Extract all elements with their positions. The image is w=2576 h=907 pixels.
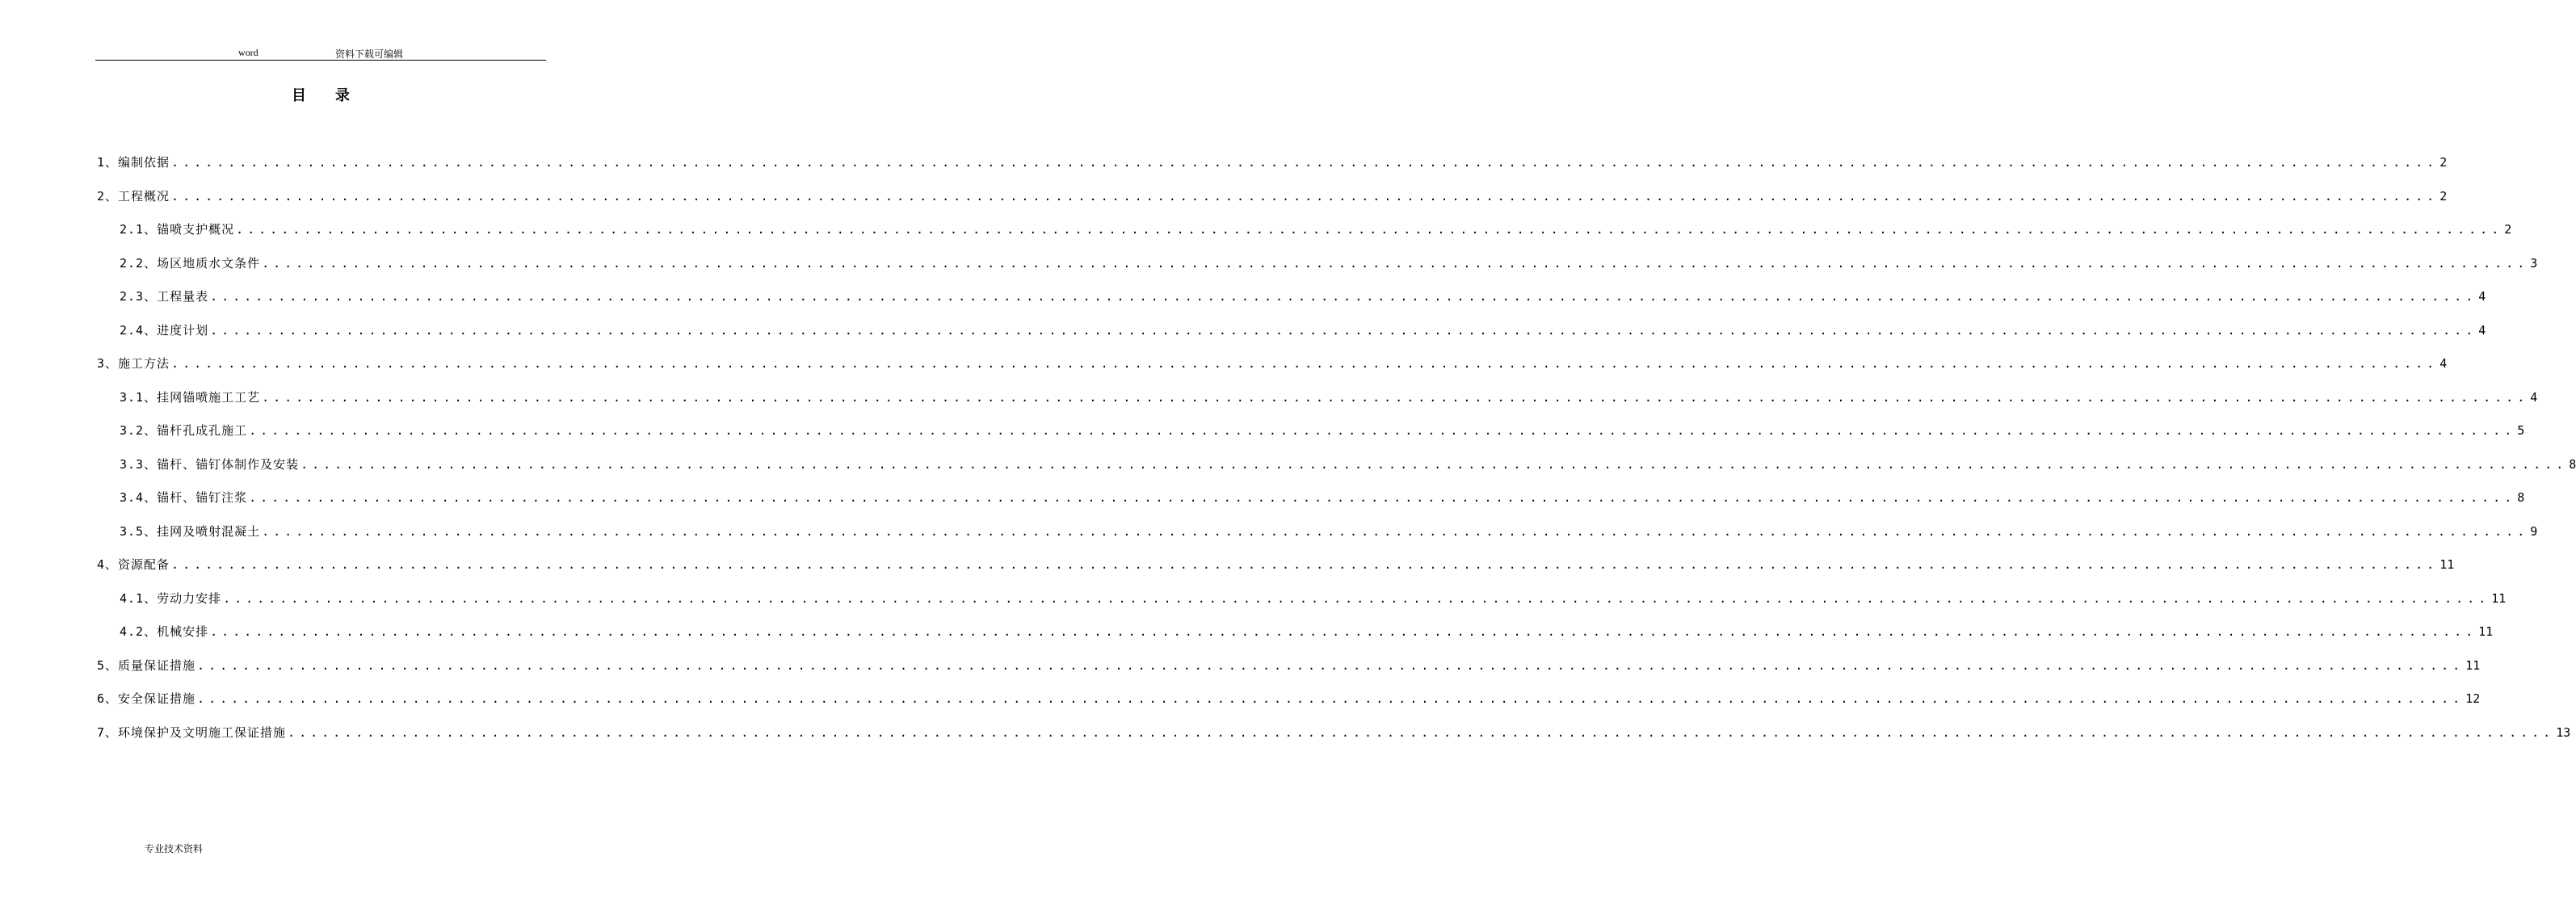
toc-entry-label: 2.2、场区地质水文条件	[120, 255, 261, 271]
toc-entry-page-number: 13	[2556, 724, 2571, 740]
toc-entry-page-number: 8	[2569, 456, 2576, 472]
toc-dot-leader: ........................................................................................................................................................................................................	[171, 188, 2439, 204]
toc-entry-page-number: 2	[2504, 222, 2512, 237]
toc-dot-leader: ........................................................................................................................................................................................................	[249, 490, 2516, 505]
toc-entry[interactable]	[97, 724, 2571, 741]
toc-entry-label: 2.3、工程量表	[120, 289, 209, 304]
toc-entry[interactable]	[120, 288, 2486, 305]
toc-entry-label: 3.2、锚杆孔成孔施工	[120, 423, 248, 438]
toc-dot-leader: ........................................................................................................................................................................................................	[171, 557, 2439, 572]
toc-entry[interactable]	[97, 153, 2448, 171]
toc-entry-page-number: 2	[2439, 188, 2448, 204]
toc-entry-page-number: 4	[2439, 356, 2448, 371]
toc-dot-leader: ........................................................................................................................................................................................................	[236, 222, 2503, 237]
toc-entry-page-number: 11	[2439, 557, 2455, 572]
toc-dot-leader: ........................................................................................................................................................................................................	[210, 624, 2477, 639]
toc-entry[interactable]	[120, 254, 2538, 272]
header-left-text: word	[238, 47, 258, 58]
toc-entry-page-number: 2	[2439, 155, 2448, 170]
toc-dot-leader: ........................................................................................................................................................................................................	[288, 724, 2555, 740]
toc-entry-label: 3.5、挂网及喷射混凝土	[120, 523, 261, 539]
toc-entry[interactable]	[120, 523, 2538, 540]
toc-entry-label: 3、施工方法	[97, 356, 170, 371]
header-right-text: 资料下载可编辑	[335, 48, 404, 60]
toc-entry-page-number: 4	[2478, 289, 2486, 304]
toc-dot-leader: ........................................................................................................................................................................................................	[262, 255, 2529, 271]
toc-entry-page-number: 11	[2491, 590, 2507, 606]
toc-entry-label: 5、质量保证措施	[97, 657, 196, 673]
toc-dot-leader: ........................................................................................................................................................................................................	[210, 289, 2477, 304]
toc-entry-page-number: 8	[2517, 490, 2525, 505]
toc-entry-label: 2、工程概况	[97, 188, 170, 204]
toc-entry-page-number: 11	[2465, 657, 2481, 673]
toc-entry-page-number: 9	[2530, 523, 2538, 539]
toc-entry-label: 3.4、锚杆、锚钉注浆	[120, 490, 248, 505]
toc-dot-leader: ........................................................................................................................................................................................................	[300, 456, 2568, 472]
toc-entry-label: 4.2、机械安排	[120, 624, 209, 639]
toc-entry-label: 7、环境保护及文明施工保证措施	[97, 724, 287, 740]
toc-dot-leader: ........................................................................................................................................................................................................	[262, 389, 2529, 405]
toc-entry[interactable]	[120, 220, 2512, 238]
toc-entry[interactable]	[97, 556, 2455, 573]
toc-dot-leader: ........................................................................................................................................................................................................	[249, 423, 2516, 438]
toc-entry[interactable]	[97, 690, 2481, 708]
toc-entry-label: 2.4、进度计划	[120, 322, 209, 338]
toc-entry-page-number: 5	[2517, 423, 2525, 438]
toc-dot-leader: ........................................................................................................................................................................................................	[197, 691, 2465, 706]
toc-dot-leader: ........................................................................................................................................................................................................	[223, 590, 2490, 606]
toc-entry-label: 3.1、挂网锚喷施工工艺	[120, 389, 261, 405]
toc-dot-leader: ........................................................................................................................................................................................................	[197, 657, 2465, 673]
toc-entry-label: 6、安全保证措施	[97, 691, 196, 706]
toc-entry-label: 2.1、锚喷支护概况	[120, 222, 235, 237]
toc-entry[interactable]	[120, 590, 2507, 607]
toc-entry[interactable]	[120, 489, 2525, 506]
toc-entry-page-number: 11	[2478, 624, 2494, 639]
toc-entry-label: 3.3、锚杆、锚钉体制作及安装	[120, 456, 300, 472]
page-header	[95, 42, 546, 61]
toc-entry[interactable]	[120, 623, 2494, 640]
toc-entry[interactable]	[120, 456, 2576, 473]
toc-dot-leader: ........................................................................................................................................................................................................	[210, 322, 2477, 338]
toc-entry-page-number: 12	[2465, 691, 2481, 706]
toc-entry[interactable]	[97, 187, 2448, 205]
toc-entry-page-number: 3	[2530, 255, 2538, 271]
toc-dot-leader: ........................................................................................................................................................................................................	[262, 523, 2529, 539]
toc-entry-page-number: 4	[2530, 389, 2538, 405]
toc-entry-label: 4、资源配备	[97, 557, 170, 572]
toc-entry[interactable]	[120, 321, 2486, 339]
toc-entry[interactable]	[120, 422, 2525, 439]
toc-entry[interactable]	[97, 355, 2448, 372]
toc-entry-page-number: 4	[2478, 322, 2486, 338]
toc-dot-leader: ........................................................................................................................................................................................................	[171, 155, 2439, 170]
toc-dot-leader: ........................................................................................................................................................................................................	[171, 356, 2439, 371]
toc-entry-label: 4.1、劳动力安排	[120, 590, 222, 606]
toc-entry[interactable]	[97, 657, 2481, 674]
page-title: 目录	[292, 87, 379, 104]
toc-entry[interactable]	[120, 388, 2538, 406]
toc-entry-label: 1、编制依据	[97, 155, 170, 170]
page-footer: 专业技术资料	[145, 843, 204, 855]
